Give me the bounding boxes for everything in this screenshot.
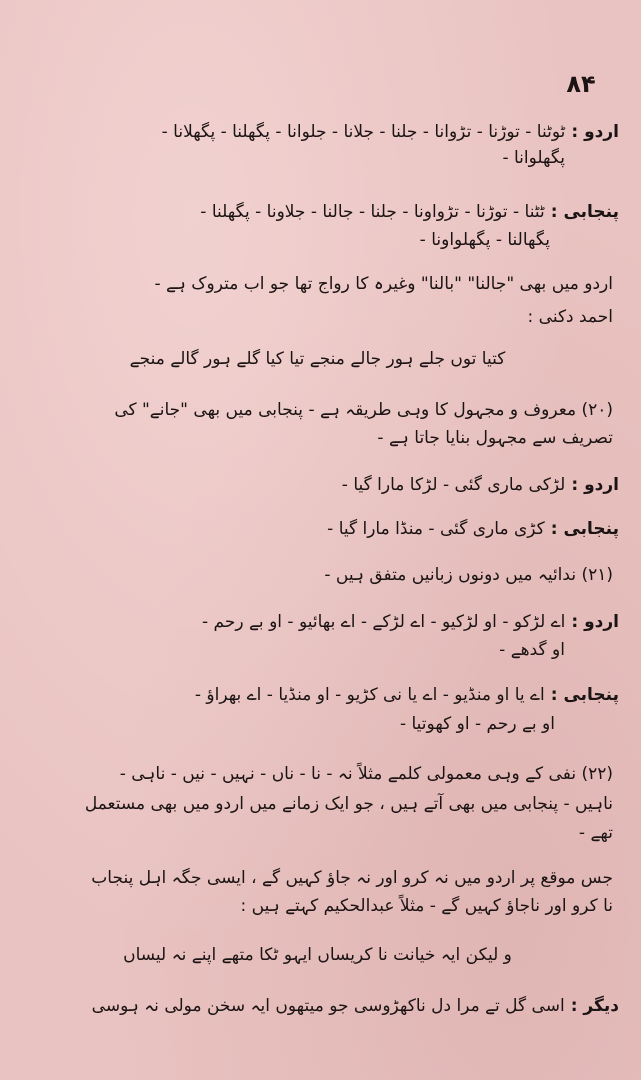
line-text: (۲۱) ندائیہ میں دونوں زبانیں متفق ہیں -	[324, 565, 613, 585]
line-text: کڑی ماری گئی - منڈا مارا گیا -	[327, 519, 545, 539]
verse-line	[30, 943, 611, 967]
line-text: او گدھے -	[499, 640, 565, 660]
text-line	[30, 610, 619, 634]
text-line	[30, 563, 619, 587]
line-text: کتیا توں جلے ہور جالے منجے تیا کیا گلے ہور گالے منجے	[129, 349, 506, 369]
line-text: تھے -	[578, 823, 613, 843]
line-text: پگھالنا - پگھلواونا -	[419, 230, 550, 250]
text-line	[30, 305, 619, 329]
line-text: ٹوٹنا - توڑنا - تڑوانا - جلنا - جلانا - جلوانا - پگھلنا - پگھلانا -	[161, 122, 566, 142]
line-label: اردو :	[571, 612, 619, 632]
line-text: لڑکی ماری گئی - لڑکا مارا گیا -	[341, 475, 566, 495]
text-line	[30, 146, 571, 170]
line-text: ٹٹنا - توڑنا - تڑواونا - جلنا - جالنا - جلاونا - پگھلنا -	[200, 202, 545, 222]
line-text: او بے رحم - او کھوتیا -	[399, 714, 555, 734]
line-text: ناہیں - پنجابی میں بھی آتے ہیں ، جو ایک زمانے میں اردو میں بھی مستعمل	[84, 794, 613, 814]
line-text: اے یا او منڈیو - اے یا نی کڑیو - او منڈیا - اے بھراؤ -	[194, 685, 545, 705]
text-line	[30, 398, 619, 422]
verse-line	[30, 994, 619, 1018]
line-label: پنجابی :	[550, 202, 619, 222]
text-line	[30, 866, 619, 890]
text-line	[30, 517, 619, 541]
line-label: اردو :	[571, 122, 619, 142]
line-text: اردو میں بھی "جالنا" "بالنا" وغیرہ کا رواج تھا جو اب متروک ہے -	[154, 274, 613, 294]
text-line	[30, 426, 619, 450]
text-line	[30, 762, 619, 786]
line-label: دیگر :	[570, 996, 619, 1016]
text-line	[30, 473, 619, 497]
line-label: اردو :	[571, 475, 619, 495]
text-line	[30, 228, 556, 252]
text-line	[30, 894, 619, 918]
line-label: پنجابی :	[550, 685, 619, 705]
verse-line	[30, 347, 611, 371]
line-text: اسی گل تے مرا دل ناکھڑوسی جو میتھوں ایہ سخن مولی نہ ہوسی	[91, 996, 565, 1016]
line-text: (۲۲) نفی کے وہی معمولی کلمے مثلاً نہ - نا - ناں - نہیں - نیں - ناہی -	[119, 764, 613, 784]
text-line	[30, 638, 571, 662]
line-label: پنجابی :	[550, 519, 619, 539]
line-text: پگھلوانا -	[502, 148, 565, 168]
line-text: اے لڑکو - او لڑکیو - اے لڑکے - اے بھائیو - او بے رحم -	[202, 612, 566, 632]
line-text: نا کرو اور ناجاؤ کہیں گے - مثلاً عبدالحکیم کہتے ہیں :	[240, 896, 613, 916]
text-line	[30, 821, 619, 845]
line-text: تصریف سے مجہول بنایا جاتا ہے -	[377, 428, 613, 448]
line-text: جس موقع پر اردو میں نہ کرو اور نہ جاؤ کہیں گے ، ایسی جگہ اہل پنجاب	[91, 868, 613, 888]
page-number: ۸۴	[566, 70, 596, 98]
line-text: و لیکن ایہ خیانت نا کریساں ایہو ٹکا متھے اپنے نہ لیساں	[123, 945, 512, 965]
text-line	[30, 200, 619, 224]
text-line	[30, 792, 619, 816]
text-line	[30, 712, 561, 736]
text-line	[30, 120, 619, 144]
line-text: احمد دکنی :	[527, 307, 613, 327]
text-line	[30, 272, 619, 296]
line-text: (۲۰) معروف و مجہول کا وہی طریقہ ہے - پنجابی میں بھی "جانے" کی	[114, 400, 613, 420]
text-line	[30, 683, 619, 707]
